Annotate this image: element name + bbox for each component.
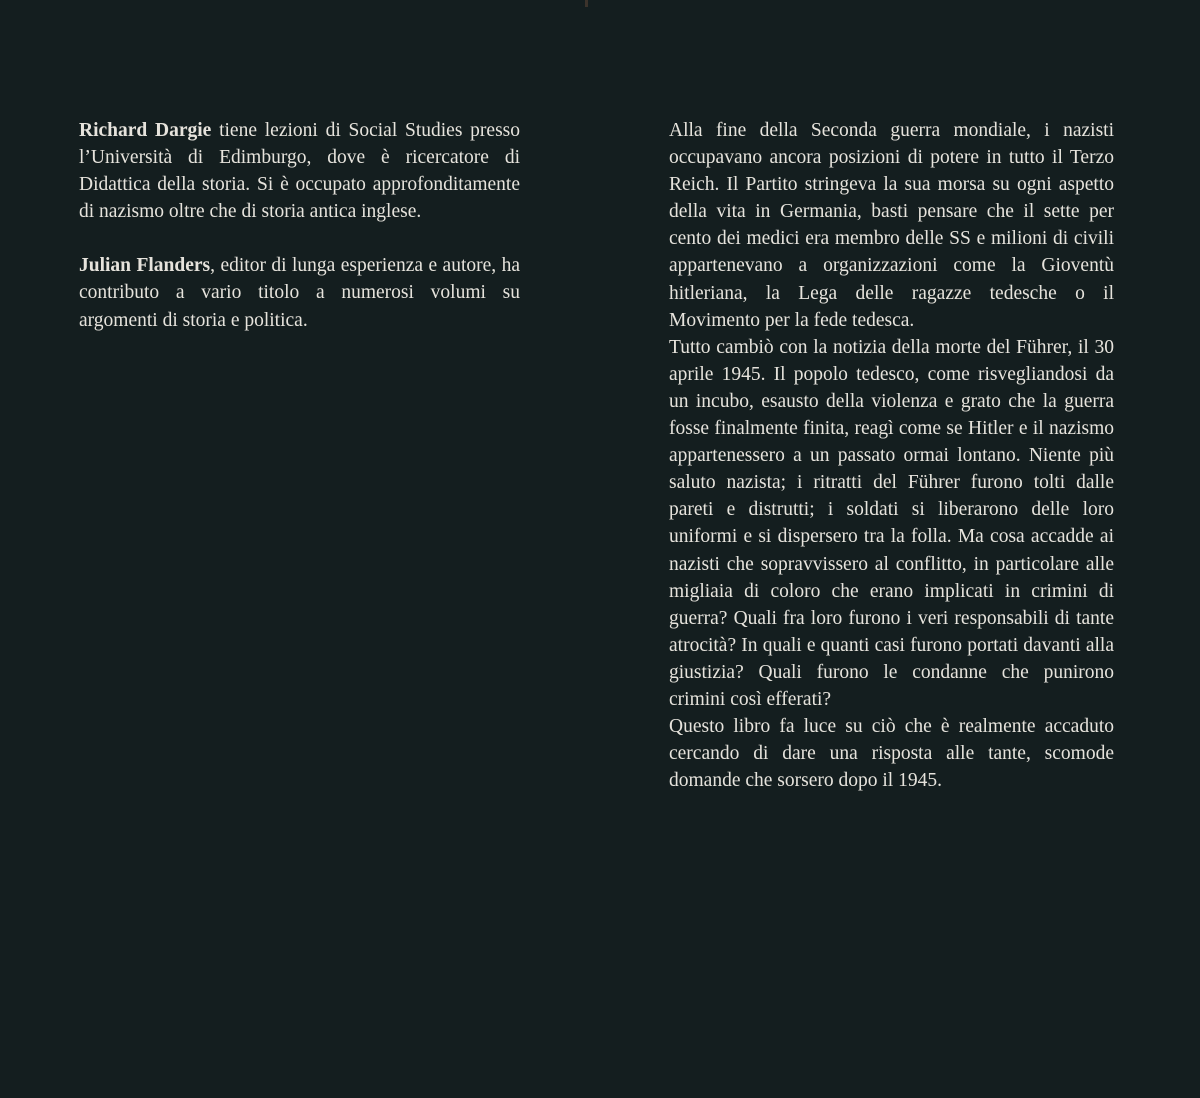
author-bios	[79, 117, 520, 334]
blurb-paragraph: Alla fine della Seconda guerra mondiale, i nazisti occupavano ancora posizioni di potere in tutto il Terzo Reich. Il Partito stringeva la sua morsa su ogni aspetto della vita in Germania, basti pensare che il sette per cento dei medici era membro delle SS e milioni di civili appartenevano a organizzazioni come la Gioventù hitleriana, la Lega delle ragazze tedesche o il Movimento per la fede tedesca.	[669, 120, 1114, 331]
spine-mark	[585, 0, 588, 7]
author-bio	[79, 117, 520, 225]
author-bio-text: , editor di lunga esperienza e autore, ha contributo a vario titolo a numerosi volumi su argomenti di storia e politica.	[79, 255, 520, 331]
blurb-paragraph: Questo libro fa luce su ciò che è realmente accaduto cercando di dare una risposta alle tante, scomode domande che sorsero dopo il 1945.	[669, 716, 1114, 792]
author-bio	[79, 252, 520, 333]
book-blurb	[669, 117, 1114, 794]
blurb-paragraph: Tutto cambiò con la notizia della morte del Führer, il 30 aprile 1945. Il popolo tedesco, come risvegliandosi da un incubo, esausto della violenza e grato che la guerra fosse finalmente finita, reagì come se Hitler e il nazismo appartenessero a un passato ormai lontano. Niente più saluto nazista; i ritratti del Führer furono tolti dalle pareti e distrutti; i soldati si liberarono delle loro uniformi e si dispersero tra la folla. Ma cosa accadde ai nazisti che sopravvissero al conflitto, in particolare alle migliaia di coloro che erano implicati in crimini di guerra? Quali fra loro furono i veri responsabili di tante atrocità? In quali e quanti casi furono portati davanti alla giustizia? Quali furono le condanne che punirono crimini così efferati?	[669, 336, 1114, 710]
author-name: Julian Flanders	[79, 255, 211, 277]
author-bio-text: tiene lezioni di Social Studies presso l’Università di Edimburgo, dove è ricercatore di Didattica della storia. Si è occupato approfonditamente di nazismo oltre che di storia antica inglese.	[79, 120, 520, 223]
author-name: Richard Dargie	[79, 120, 212, 141]
